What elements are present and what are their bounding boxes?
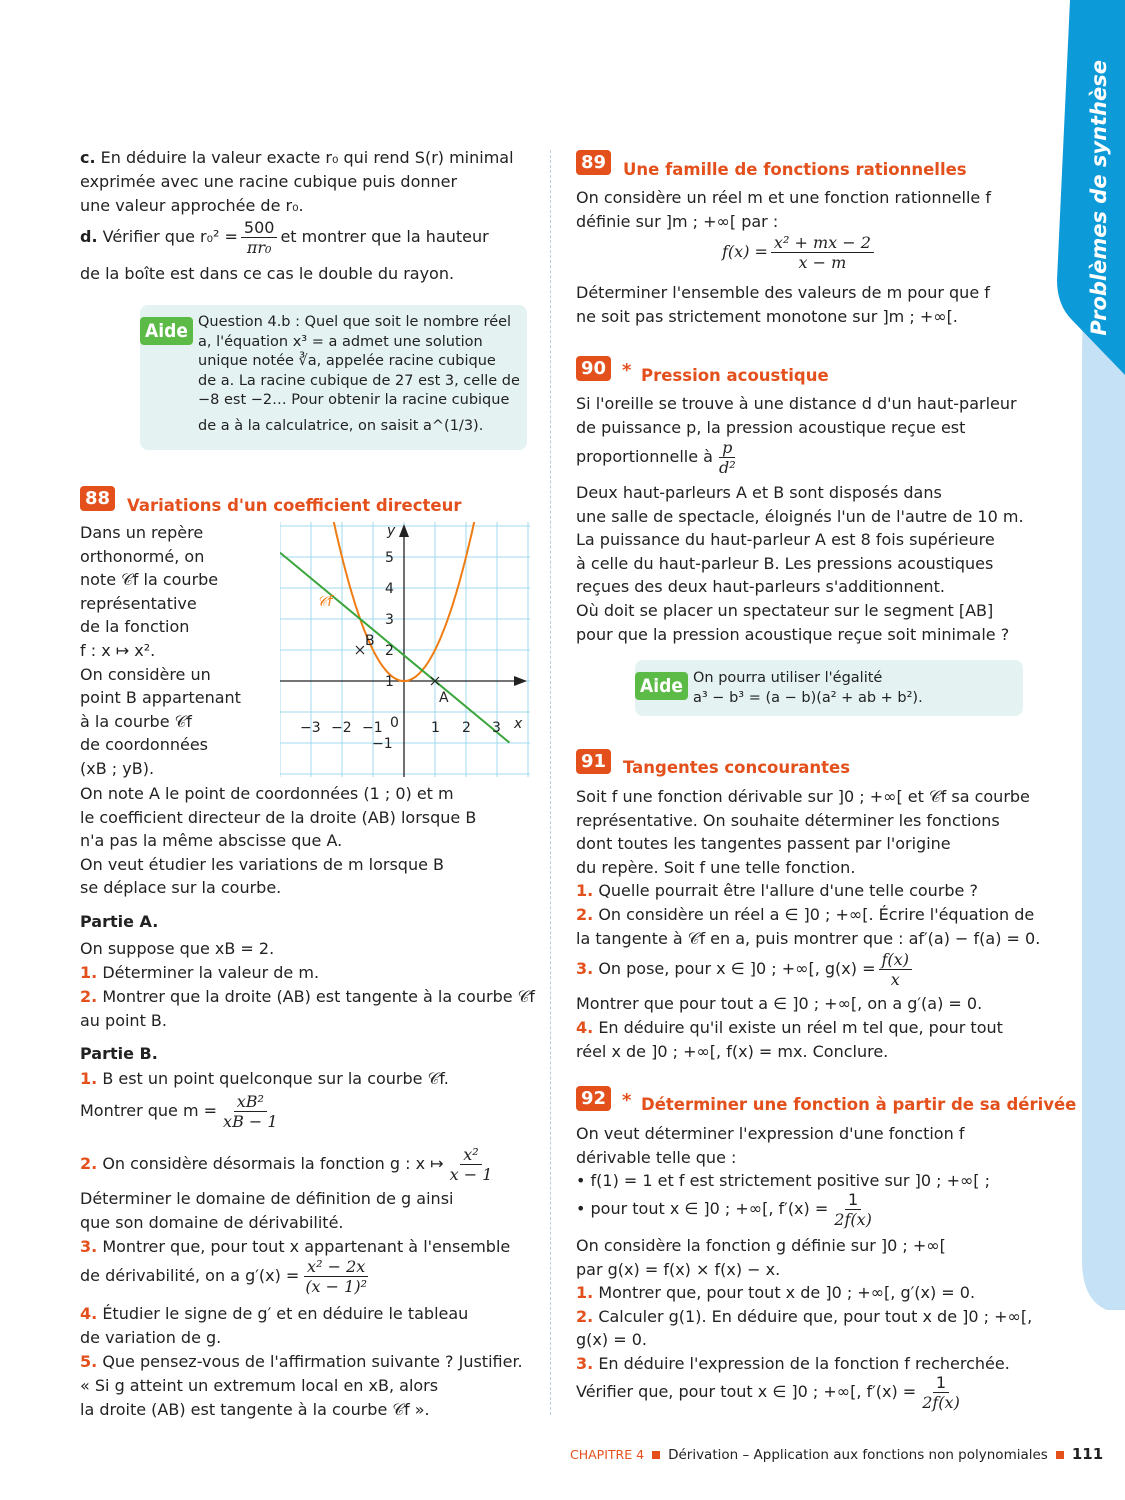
curve-label: 𝒞f [317, 594, 333, 610]
part-a: On suppose que xB = 2. 1. Déterminer la valeur de m. 2. Montrer que la droite (AB) est tangente à la courbe 𝒞f au point B. [80, 939, 535, 1030]
page-number: 111 [1071, 1445, 1104, 1463]
aide-badge: Aide [140, 317, 193, 345]
function-formula: f(x) = $\frac{\text{x² + mx − 2}}{x - m}$ [722, 233, 877, 272]
part-b-q2: 2. On considère désormais la fonction g : x ↦ $\frac{\text{x²}}{x - 1}$ [80, 1145, 493, 1184]
x-tick: 3 [492, 720, 501, 736]
part-b-q3-formula: de dérivabilité, on a g′(x) = $\frac{\text{x² − 2x}}{\text{(x − 1)²}}$ [80, 1257, 367, 1296]
aide-text: Question 4.b : Quel que soit le nombre réel a, l'équation x³ = a admet une solution unique notée ∛a, appelée racine cubique de a. La racine cubique de 27 est 3, celle de −8 est −2… Pour obtenir la racine cubique de a à la calculatrice, on saisit a^(1/3). [198, 314, 520, 434]
exercise-intro: Dans un repère orthonormé, on note 𝒞f la courbe représentative de la fonction f : x ↦ x². On considère un point B appartenant à la courbe 𝒞f de coordonnées (xB ; yB). [80, 523, 241, 778]
question-3-formula: 3. On pose, pour x ∈ ]0 ; +∞[, g(x) = $\frac{f(x)}{x}$ [576, 950, 915, 989]
exercise-number: 92 [576, 1086, 611, 1111]
x-axis-label: x [514, 716, 523, 732]
verify-formula: Vérifier que, pour tout x ∈ ]0 ; +∞[, f′(x) = $\frac{1}{2f(x)}$ [576, 1373, 960, 1412]
exercise-number: 90 [576, 356, 611, 381]
column-divider [550, 150, 551, 1415]
footer-chapter: CHAPITRE 4 [570, 1447, 645, 1462]
x-tick: −1 [362, 720, 383, 736]
x-tick: 2 [462, 720, 471, 736]
text-line: exprimée avec une racine cubique puis donner [80, 172, 458, 191]
y-tick: 3 [385, 612, 394, 628]
exercise-text: On note A le point de coordonnées (1 ; 0) et m le coefficient directeur de la droite (AB) lorsque B n'a pas la même abscisse que A. On veut étudier les variations de m lorsque B se déplace sur la courbe. [80, 784, 477, 898]
square-icon [1056, 1451, 1064, 1459]
x-tick: −2 [331, 720, 352, 736]
x-tick: −3 [300, 720, 321, 736]
aide-text: On pourra utiliser l'égalité a³ − b³ = (a − b)(a² + ab + b²). [693, 670, 923, 706]
y-tick: −1 [372, 736, 393, 752]
exercise-text: On veut déterminer l'expression d'une fonction f dérivable telle que : • f(1) = 1 et f est strictement positive sur ]0 ; +∞[ ; [576, 1124, 991, 1191]
exercise-text: On considère la fonction g définie sur ]0 ; +∞[ par g(x) = f(x) × f(x) − x. 1. Montrer que, pour tout x de ]0 ; +∞[, g′(x) = 0. 2. Calculer g(1). En déduire que, pour tout x de ]0 ; +∞[, g(x) = 0. 3. En déduire l'expression de la fonction f recherchée. [576, 1236, 1033, 1373]
exercise-title: Variations d'un coefficient directeur [127, 496, 462, 515]
part-b-q2-text: Déterminer le domaine de définition de g ainsi que son domaine de dérivabilité. 3. Montrer que, pour tout x appartenant à l'ensemble [80, 1189, 511, 1256]
text-line: une valeur approchée de r₀. [80, 196, 304, 215]
y-axis-label: y [387, 523, 396, 539]
question-c: c. En déduire la valeur exacte r₀ qui rend S(r) minimal [80, 148, 514, 167]
exercise-title: Une famille de fonctions rationnelles [623, 160, 967, 179]
aide-box [140, 305, 527, 450]
bullet-formula: • pour tout x ∈ ]0 ; +∞[, f′(x) = $\frac{1}{2f(x)}$ [576, 1190, 872, 1229]
aide-badge: Aide [635, 672, 688, 700]
section-tab-label: Problèmes de synthèse [1087, 60, 1111, 336]
exercise-title: Pression acoustique [641, 366, 829, 385]
footer-title: Dérivation – Application aux fonctions non polynomiales [668, 1447, 1048, 1463]
point-b-label: B [365, 633, 375, 649]
exercise-text: Déterminer l'ensemble des valeurs de m pour que f ne soit pas strictement monotone sur ]m ; +∞[. [576, 283, 990, 326]
exercise-text: On considère un réel m et une fonction rationnelle f définie sur ]m ; +∞[ par : [576, 188, 991, 231]
part-b-heading: Partie B. [80, 1044, 158, 1063]
y-tick: 4 [385, 581, 394, 597]
text-line: de la boîte est dans ce cas le double du rayon. [80, 264, 455, 283]
y-tick: 1 [385, 674, 394, 690]
proportional-formula: proportionnelle à $\frac{p}{\text{d²}}$ [576, 438, 736, 477]
part-a-heading: Partie A. [80, 912, 159, 931]
exercise-title: Déterminer une fonction à partir de sa dérivée [641, 1095, 1077, 1114]
square-icon [652, 1451, 660, 1459]
exercise-number: 89 [576, 150, 611, 175]
part-b-q1-formula: Montrer que m = $\frac{\text{xB²}}{xB - 1}$ [80, 1092, 278, 1131]
question-d: d. Vérifier que r₀² = $\frac{500}{\text{πr₀}}$ et montrer que la hauteur [80, 218, 489, 257]
origin-label: 0 [390, 715, 399, 731]
y-tick: 2 [385, 643, 394, 659]
difficulty-star-icon: * [622, 360, 632, 381]
exercise-number: 88 [80, 486, 115, 511]
x-tick: 1 [431, 720, 440, 736]
page-footer [570, 1445, 1103, 1463]
part-b-q4-q5: 4. Étudier le signe de g′ et en déduire le tableau de variation de g. 5. Que pensez-vous de l'affirmation suivante ? Justifier. « Si g atteint un extremum local en xB, alors la droite (AB) est tangente à la courbe 𝒞f ». [80, 1304, 523, 1419]
exercise-text: Deux haut-parleurs A et B sont disposés dans une salle de spectacle, éloignés l'un de l'autre de 10 m. La puissance du haut-parleur A est 8 fois supérieure à celle du haut-parleur B. Les pressions acoustiques reçues des deux haut-parleurs s'additionnent. Où doit se placer un spectateur sur le segment [AB] pour que la pression acoustique reçue soit minimale ? [576, 483, 1024, 644]
x-axis-arrow-icon [514, 676, 527, 686]
y-tick: 5 [385, 550, 394, 566]
difficulty-star-icon: * [622, 1090, 632, 1111]
exercise-text: Si l'oreille se trouve à une distance d d'un haut-parleur de puissance p, la pression acoustique reçue est [576, 394, 1017, 437]
exercise-text: Soit f une fonction dérivable sur ]0 ; +∞[ et 𝒞f sa courbe représentative. On souhaite déterminer les fonctions dont toutes les tangentes passent par l'origine du repère. Soit f une telle fonction. 1. Quelle pourrait être l'allure d'une telle courbe ? 2. On considère un réel a ∈ ]0 ; +∞[. Écrire l'équation de la tangente à 𝒞f en a, puis montrer que : af′(a) − f(a) = 0. [576, 787, 1041, 948]
function-graph [280, 522, 530, 777]
part-b-q1: 1. B est un point quelconque sur la courbe 𝒞f. [80, 1069, 449, 1088]
grid [280, 522, 530, 777]
point-a-label: A [439, 690, 449, 706]
exercise-title: Tangentes concourantes [623, 758, 851, 777]
exercise-number: 91 [576, 749, 611, 774]
exercise-text: Montrer que pour tout a ∈ ]0 ; +∞[, on a g′(a) = 0. 4. En déduire qu'il existe un réel m tel que, pour tout réel x de ]0 ; +∞[, f(x) = mx. Conclure. [576, 994, 1003, 1061]
aide-box [635, 660, 1023, 716]
